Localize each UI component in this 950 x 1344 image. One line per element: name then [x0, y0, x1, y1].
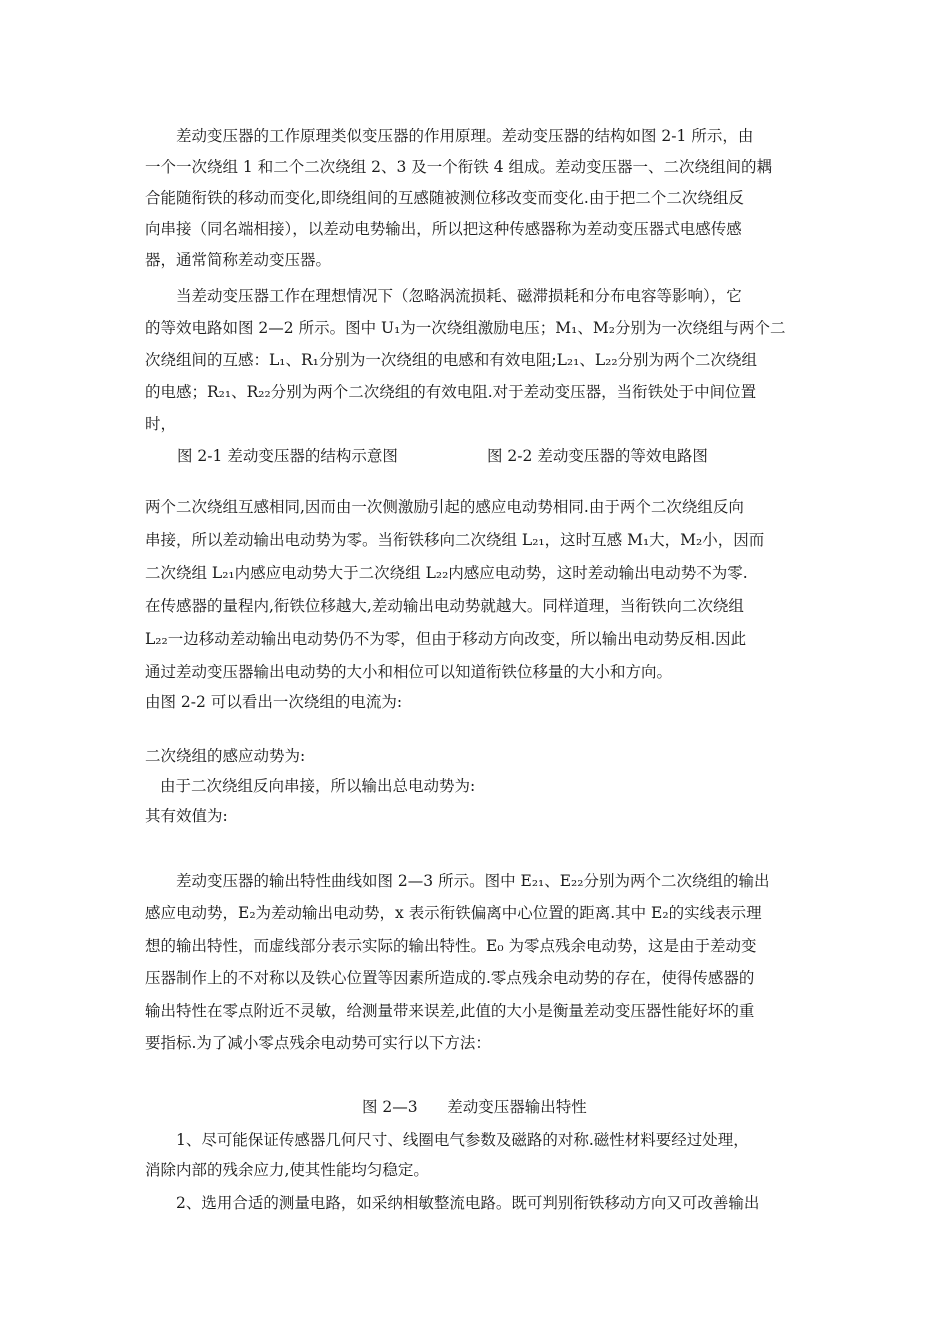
paragraph4-line: 感应电动势，E₂为差动输出电动势，x 表示衔铁偏离中心位置的距离.其中 E₂的实线表示理	[145, 904, 762, 922]
paragraph1-line: 一个一次绕组 1 和二个二次绕组 2、3 及一个衔铁 4 组成。差动变压器一、二次绕组间的耦	[145, 158, 773, 176]
paragraph3-line: 在传感器的量程内,衔铁位移越大,差动输出电动势就越大。同样道理，当衔铁向二次绕组	[145, 597, 744, 615]
paragraph2-line: 的等效电路如图 2—2 所示。图中 U₁为一次绕组激励电压；M₁、M₂分别为一次绕组与两个二	[145, 319, 786, 337]
figure-2-3-caption: 图 2—3 差动变压器输出特性	[362, 1098, 587, 1116]
list-item: 消除内部的残余应力,使其性能均匀稳定。	[145, 1161, 429, 1179]
paragraph4-line: 差动变压器的输出特性曲线如图 2—3 所示。图中 E₂₁、E₂₂分别为两个二次绕组的输出	[176, 872, 770, 890]
paragraph3-line: 串接，所以差动输出电动势为零。当衔铁移向二次绕组 L₂₁，这时互感 M₁大，M₂小，因而	[145, 531, 765, 549]
paragraph3-line: L₂₂一边移动差动输出电动势仍不为零，但由于移动方向改变，所以输出电动势反相.因此	[145, 630, 747, 648]
figure-2-2-caption: 图 2-2 差动变压器的等效电路图	[487, 447, 708, 465]
paragraph4-line: 输出特性在零点附近不灵敏，给测量带来误差,此值的大小是衡量差动变压器性能好坏的重	[145, 1002, 755, 1020]
paragraph1-line: 差动变压器的工作原理类似变压器的作用原理。差动变压器的结构如图 2-1 所示，由	[176, 127, 754, 145]
paragraph2-line: 时，	[145, 415, 177, 433]
paragraph4-line: 要指标.为了减小零点残余电动势可实行以下方法：	[145, 1034, 491, 1052]
paragraph3-line: 通过差动变压器输出电动势的大小和相位可以知道衔铁位移量的大小和方向。	[145, 663, 673, 681]
paragraph3-line: 两个二次绕组互感相同,因而由一次侧激励引起的感应电动势相同.由于两个二次绕组反向	[145, 498, 744, 516]
rms-label: 其有效值为:	[145, 807, 228, 825]
paragraph3-line: 二次绕组 L₂₁内感应电动势大于二次绕组 L₂₂内感应电动势，这时差动输出电动势不为零.	[145, 564, 748, 582]
paragraph1-line: 合能随衔铁的移动而变化,即绕组间的互感随被测位移改变而变化.由于把二个二次绕组反	[145, 189, 744, 207]
list-item: 2、选用合适的测量电路，如采纳相敏整流电路。既可判别衔铁移动方向又可改善输出	[176, 1194, 760, 1212]
figure-2-1-caption: 图 2-1 差动变压器的结构示意图	[177, 447, 398, 465]
paragraph2-line: 次绕组间的互感：L₁、R₁分别为一次绕组的电感和有效电阻;L₂₁、L₂₂分别为两个二次绕组	[145, 351, 758, 369]
paragraph1-line: 向串接（同名端相接），以差动电势输出，所以把这种传感器称为差动变压器式电感传感	[145, 220, 742, 238]
list-item: 1、尽可能保证传感器几何尺寸、线圈电气参数及磁路的对称.磁性材料要经过处理，	[176, 1131, 749, 1149]
paragraph1-line: 器，通常简称差动变压器。	[145, 251, 332, 269]
paragraph3-line: 由图 2-2 可以看出一次绕组的电流为:	[145, 693, 403, 711]
paragraph4-line: 压器制作上的不对称以及铁心位置等因素所造成的.零点残余电动势的存在，使得传感器的	[145, 969, 755, 987]
paragraph4-line: 想的输出特性，而虚线部分表示实际的输出特性。E₀ 为零点残余电动势，这是由于差动变	[145, 937, 757, 955]
total-emf-label: 由于二次绕组反向串接，所以输出总电动势为:	[160, 777, 476, 795]
paragraph2-line: 的电感；R₂₁、R₂₂分别为两个二次绕组的有效电阻.对于差动变压器，当衔铁处于中间位置	[145, 383, 757, 401]
paragraph2-line: 当差动变压器工作在理想情况下（忽略涡流损耗、磁滞损耗和分布电容等影响），它	[176, 287, 742, 305]
secondary-emf-label: 二次绕组的感应动势为:	[145, 747, 306, 765]
